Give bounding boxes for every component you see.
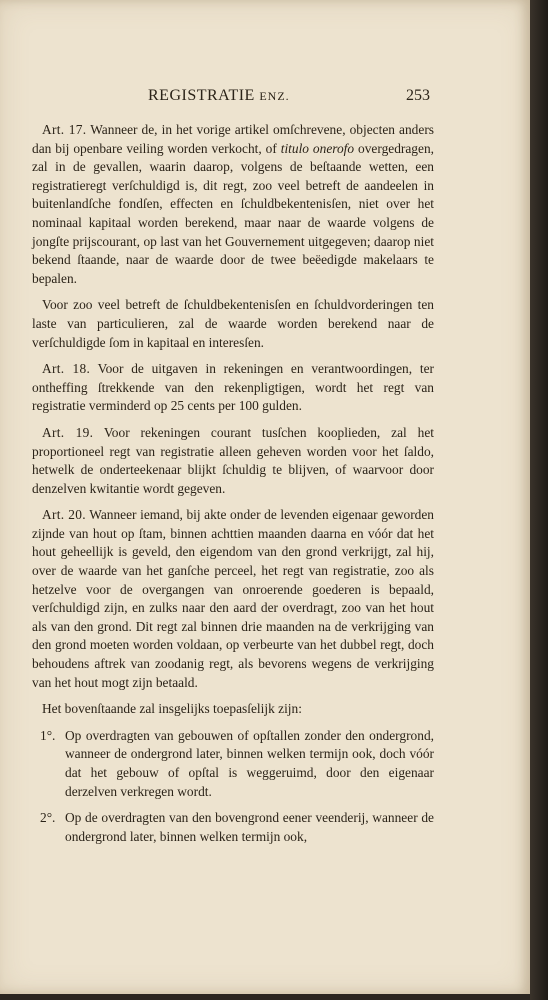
paragraph-art-17 xyxy=(32,121,434,288)
running-head-title xyxy=(148,87,290,105)
article-label: Art. 18. xyxy=(42,361,91,377)
italic-phrase: titulo onerofo xyxy=(280,140,355,156)
paragraph-text: Wanneer de, in het vorige artikel omſchrevene, objecten anders dan bij openbare veiling worden verkocht, of xyxy=(32,122,434,156)
list-item-number: 2°. xyxy=(40,810,56,826)
page-edge-shadow xyxy=(530,0,548,1000)
paragraph-text: Voor de uitgaven in rekeningen en verantwoordingen, ter ontheffing ſtrekkende van den rekenpligtigen, wordt het regt van registratie verminderd op 25 cents per 100 gulden. xyxy=(32,361,434,414)
list-item-text: Op overdragten van gebouwen of opſtallen zonder den ondergrond, wanneer de ondergrond later, binnen welken termijn ook, doch vóór dat het gebouw of opſtal is weggeruimd, door den eigenaar derzelven verkregen wordt. xyxy=(65,727,434,799)
running-head xyxy=(40,87,430,109)
article-label: Art. 19. xyxy=(42,424,94,440)
paragraph-text: Wanneer iemand, bij akte onder de levenden eigenaar geworden zijnde van hout op ſtam, binnen achttien maanden daarna en vóór dat het hout geheellijk is geveld, den eigendom van den grond verkrijgt, zal hij, over de waarde van het ganſche perceel, het regt van registratie, zoo als hetzelve voor de overgangen van onroerende goederen is bepaald, verſchuldigd zijn, en zulks naar den aard der overdragt, zoo van het hout als van den grond. Dit regt zal binnen drie maanden na de verkrijging van den grond moeten worden voldaan, op verbeurte van het dubbel regt, doch behoudens aftrek van zoodanig regt, als bevorens wegens de verkrijging van het hout mogt zijn betaald. xyxy=(32,507,434,690)
article-label: Art. 20. xyxy=(42,507,86,523)
body-text xyxy=(32,121,434,854)
list-item-number: 1°. xyxy=(40,727,56,743)
page-number: 253 xyxy=(406,87,430,104)
paragraph-art-18 xyxy=(32,360,434,416)
paragraph-art-20 xyxy=(32,506,434,692)
list-item xyxy=(32,809,434,846)
running-head-title-suffix: ENZ. xyxy=(259,89,290,103)
running-head-title-main: REGISTRATIE xyxy=(148,87,255,104)
list-item-text: Op de overdragten van den bovengrond eener veenderij, wanneer de ondergrond later, binnen welken termijn ook, xyxy=(65,810,434,844)
paragraph-text: overgedragen, zal in de gevallen, waarin daarop, volgens de beſtaande wetten, een registratieregt verſchuldigd is, dit regt, zoo veel betreft de aandeelen in buitenlandſche fondſen, effecten en ſchuldbekentenisſen, niet over het nominaal kapitaal worden berekend, maar naar de waarde volgens de jongſte prijscourant, op last van het Gouvernement uitgegeven; daarop niet bekend ſtaande, naar de waarde door de twee beëedigde makelaars te bepalen. xyxy=(32,140,434,286)
paragraph-text: Voor rekeningen courant tusſchen kooplieden, zal het proportioneel regt van registratie alleen geheven worden voor het ſaldo, hetwelk de onderteekenaar blijkt ſchuldig te blijven, of waarvoor door denzelven kwitantie wordt gegeven. xyxy=(32,424,434,496)
paragraph-art-19 xyxy=(32,424,434,498)
article-label: Art. 17. xyxy=(42,122,87,137)
paragraph-continuation: Voor zoo veel betreft de ſchuldbekentenisſen en ſchuldvorderingen ten laste van particulieren, zal de waarde worden berekend naar de verſchuldigde ſom in kapitaal en interesſen. xyxy=(32,297,434,350)
paragraph-intro-list: Het bovenſtaande zal insgelijks toepasſelijk zijn: xyxy=(42,701,302,717)
list-item xyxy=(32,727,434,801)
